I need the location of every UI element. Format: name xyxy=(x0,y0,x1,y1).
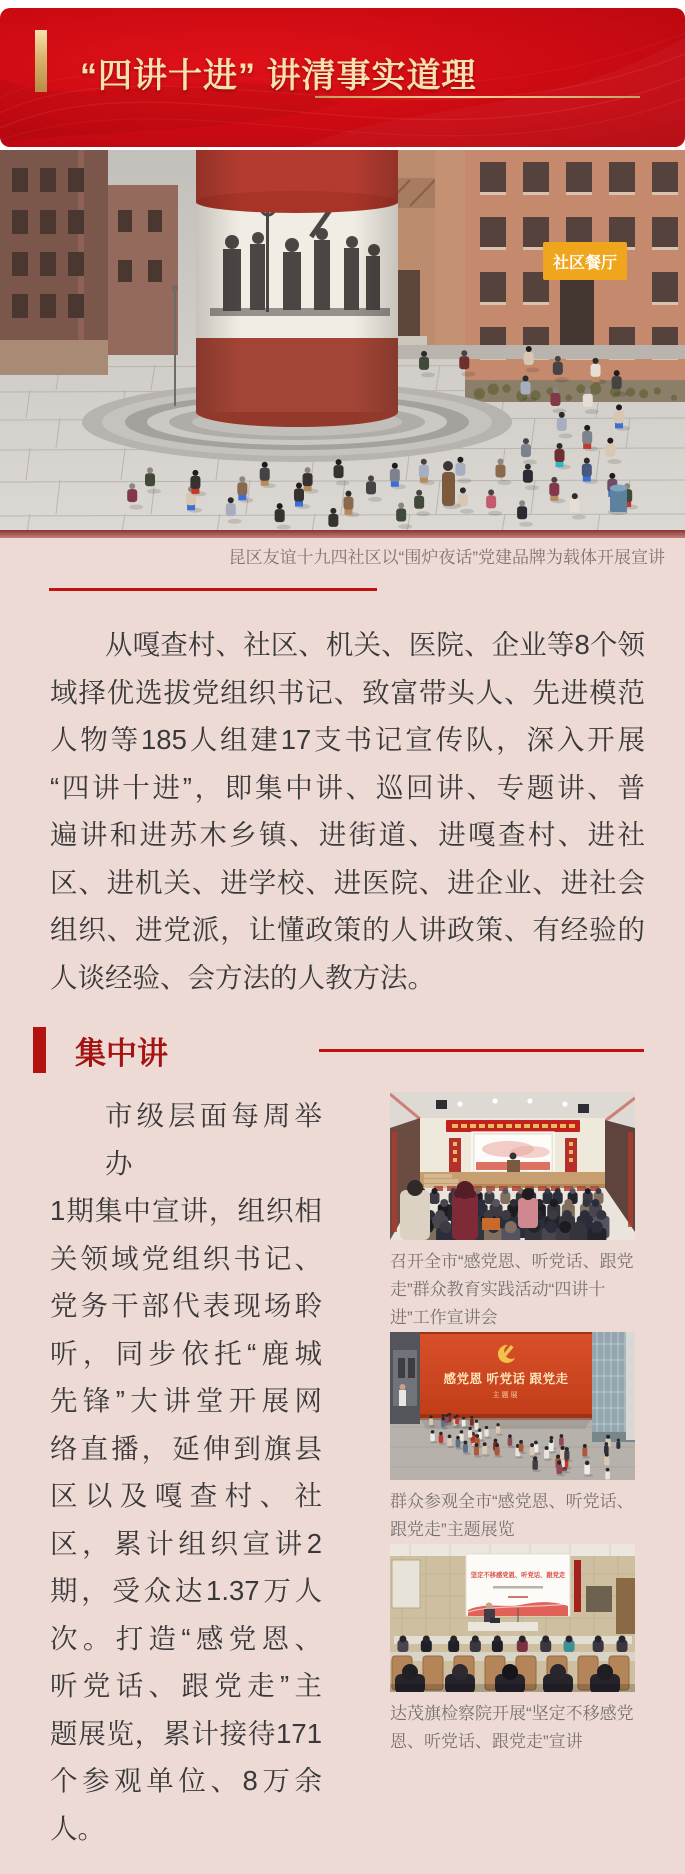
conference-photo-illustration xyxy=(390,1544,635,1692)
wall-slogan-text: 感党恩 听党话 跟党走 xyxy=(443,1372,569,1386)
theme-wall-photo-illustration xyxy=(390,1332,635,1480)
text-line: 期，受众达1.37万人 xyxy=(50,1575,322,1606)
hero-caption: 昆区友谊十九四社区以“围炉夜话”党建品牌为载体开展宣讲 xyxy=(228,548,665,567)
text-line: 人。 xyxy=(50,1812,105,1844)
text-line: 市级层面每周举办 xyxy=(105,1100,322,1179)
text-line: 1期集中宣讲，组织相 xyxy=(50,1195,322,1226)
screen-title-text: 坚定不移感党恩、听党话、跟党走 xyxy=(470,1572,566,1579)
photo-caption: 群众参观全市“感党恩、听党话、跟党走”主题展览 xyxy=(390,1492,634,1539)
text-line: 听党话、跟党走”主 xyxy=(50,1670,322,1701)
hero-photo[interactable] xyxy=(0,150,685,538)
text-line: 组织、进党派，让懂政策的人讲政策、有经验的 xyxy=(50,914,645,945)
intro-paragraph xyxy=(50,621,645,1001)
title-underline xyxy=(315,96,640,98)
title-banner xyxy=(0,8,685,147)
text-line: 先锋”大讲堂开展网 xyxy=(50,1385,322,1416)
text-line: 党务干部代表现场聆 xyxy=(50,1290,322,1321)
photo-caption: 达茂旗检察院开展“坚定不移感党恩、听党话、跟党走”宣讲 xyxy=(390,1704,634,1751)
section-header xyxy=(33,1027,644,1073)
text-line: 人物等185人组建17支书记宣传队，深入开展 xyxy=(50,724,645,755)
text-line: 听，同步依托“鹿城 xyxy=(50,1337,322,1369)
conference-photo[interactable] xyxy=(390,1544,635,1692)
section-body xyxy=(50,1092,322,1852)
section-title: 集中讲 xyxy=(75,1035,168,1071)
text-line: 区、进机关、进学校、进医院、进企业、进社会 xyxy=(50,866,645,898)
text-line: 关领域党组织书记、 xyxy=(50,1242,322,1274)
text-line: “四讲十进”，即集中讲、巡回讲、专题讲、普 xyxy=(50,771,645,803)
section-header-line xyxy=(319,1049,644,1052)
section-divider-line xyxy=(49,588,377,591)
text-line: 次。打造“感党恩、 xyxy=(50,1622,322,1654)
page-bottom-spacer xyxy=(0,1852,685,1874)
text-line: 络直播，延伸到旗县 xyxy=(50,1432,322,1464)
text-line: 从嘎查村、社区、机关、医院、企业等8个领 xyxy=(105,629,645,660)
text-line: 区以及嘎查村、社 xyxy=(50,1480,322,1511)
text-line: 题展览，累计接待171 xyxy=(50,1717,322,1749)
auditorium-photo-illustration xyxy=(390,1092,635,1240)
text-line: 遍讲和进苏木乡镇、进街道、进嘎查村、进社 xyxy=(50,819,645,850)
text-line: 区，累计组织宣讲2 xyxy=(50,1527,322,1559)
text-line: 域择优选拔党组织书记、致富带头人、先进模范 xyxy=(50,676,645,708)
hero-photo-illustration xyxy=(0,150,685,538)
section-photo-column xyxy=(390,1092,635,1852)
title-accent-bar xyxy=(35,30,47,92)
text-line: 个参观单位、8万余 xyxy=(50,1765,322,1796)
banner-background-strip xyxy=(0,0,685,150)
wall-subtitle-text: 主题展 xyxy=(492,1392,520,1399)
section-accent-bar xyxy=(33,1027,46,1073)
text-line: 人谈经验、会方法的人教方法。 xyxy=(50,961,435,993)
page-title: “四讲十进” 讲清事实道理 xyxy=(80,57,477,95)
auditorium-photo[interactable] xyxy=(390,1092,635,1240)
photo-caption: 召开全市“感党恩、听党话、跟党走”群众教育实践活动“四讲十进”工作宣讲会 xyxy=(390,1252,634,1327)
theme-wall-photo[interactable] xyxy=(390,1332,635,1480)
section-content xyxy=(50,1092,635,1852)
canteen-sign-text: 社区餐厅 xyxy=(552,255,618,272)
